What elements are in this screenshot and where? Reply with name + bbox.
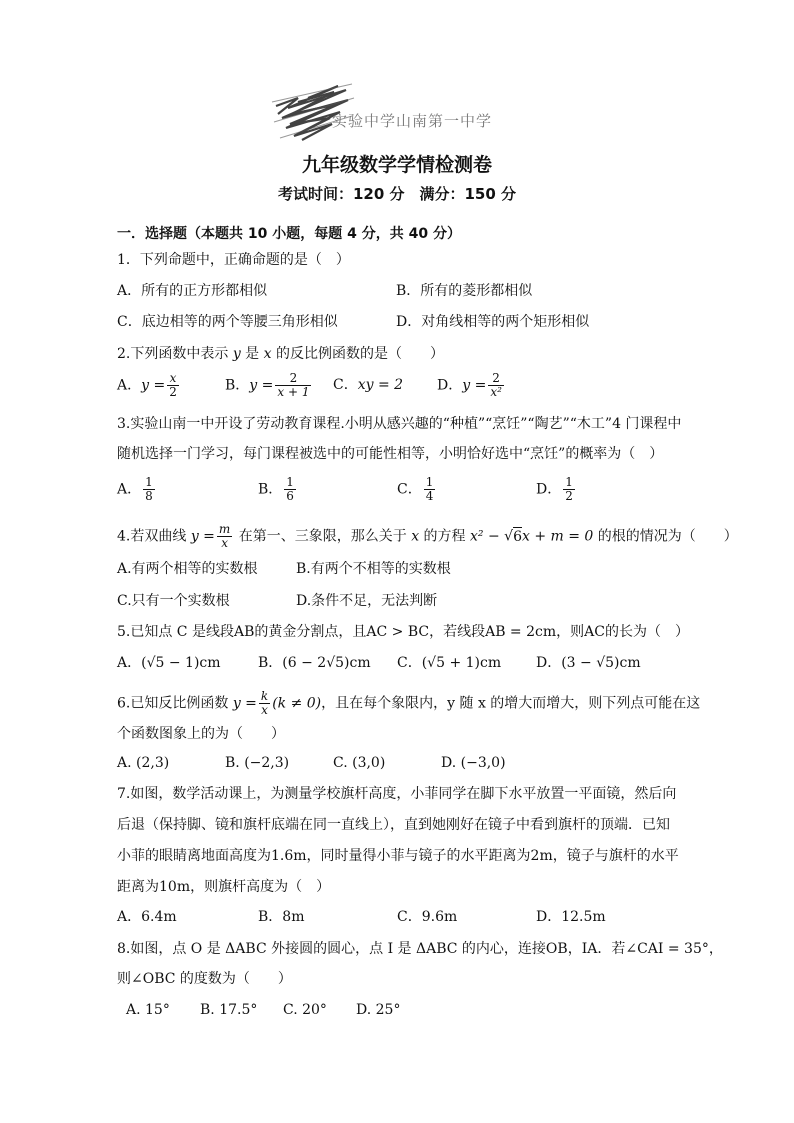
q3-option-b: B． $\frac{1}{6}$ (258, 475, 294, 503)
q7-stem-line2: 后退（保持脚、镜和旗杆底端在同一直线上），直到她刚好在镜子中看到旗杆的顶端．已知 (117, 817, 670, 833)
q2-stem: 2.下列函数中表示 y 是 x 的反比例函数的是（ ） (117, 346, 444, 362)
q6-option-a: A. (2,3) (117, 755, 170, 771)
q5-option-c: C．(√5 + 1)cm (397, 655, 502, 671)
q6-option-c: C. (3,0) (333, 755, 386, 771)
q2-option-d: D．y = $\frac{2}{\text{x²}}$ (437, 371, 502, 399)
q1-option-d: D．对角线相等的两个矩形相似 (396, 314, 590, 330)
q7-option-d: D．12.5m (536, 909, 606, 925)
q7-option-c: C．9.6m (397, 909, 458, 925)
exam-title: 九年级数学学情检测卷 (301, 154, 492, 176)
q6-option-b: B. (−2,3) (225, 755, 290, 771)
q5-option-d: D．(3 − √5)cm (536, 655, 641, 671)
stamp-text: 实验中学山南第一中学 (332, 112, 493, 130)
q8-option-b: B. 17.5° (200, 1002, 258, 1018)
q5-stem: 5.已知点 C 是线段AB的黄金分割点，且AC > BC，若线段AB = 2cm，则AC的长为（ ） (117, 624, 689, 640)
q6-stem: 6.已知反比例函数 y = $\frac{k}{x}$ (k ≠ 0)，且在每个象限内，y 随 x 的增大而增大，则下列点可能在这 (117, 689, 701, 717)
q7-stem-line4: 距离为10m，则旗杆高度为（ ） (117, 879, 331, 895)
q8-stem-line2: 则∠OBC 的度数为（ ） (117, 971, 292, 987)
section-heading: 一．选择题（本题共 10 小题，每题 4 分，共 40 分） (117, 226, 461, 242)
q3-option-a: A． $\frac{1}{8}$ (117, 475, 153, 503)
q1-option-b: B．所有的菱形都相似 (396, 283, 533, 299)
q4-stem: 4.若双曲线 y = $\frac{m}{x}$ 在第一、三象限，那么关于 x 的方程 x² − √6x + m = 0 的根的情况为（ ） (117, 522, 738, 550)
q4-option-d: D.条件不足，无法判断 (296, 593, 438, 609)
q7-stem-line1: 7.如图，数学活动课上，为测量学校旗杆高度，小菲同学在脚下水平放置一平面镜，然后向 (117, 786, 677, 802)
q2-option-b: B．y = $\frac{2}{x + 1}$ (225, 371, 310, 399)
q1-option-c: C．底边相等的两个等腰三角形相似 (117, 314, 338, 330)
q3-option-c: C． $\frac{1}{4}$ (397, 475, 434, 503)
q7-option-b: B．8m (258, 909, 305, 925)
q2-option-c: C．xy = 2 (333, 377, 404, 393)
q7-option-a: A．6.4m (117, 909, 177, 925)
q4-option-b: B.有两个不相等的实数根 (296, 561, 451, 577)
q8-stem-line1: 8.如图，点 O 是 ΔABC 外接圆的圆心，点 I 是 ΔABC 的内心，连接OB，IA．若∠CAI = 35°， (117, 941, 723, 957)
q2-option-a: A．y = $\frac{x}{2}$ (117, 371, 177, 399)
q8-option-c: C. 20° (283, 1002, 327, 1018)
q3-option-d: D． $\frac{1}{2}$ (536, 475, 573, 503)
q5-option-a: A．(√5 − 1)cm (117, 655, 221, 671)
q1-option-a: A．所有的正方形都相似 (117, 283, 268, 299)
q7-stem-line3: 小菲的眼睛离地面高度为1.6m，同时量得小菲与镜子的水平距离为2m，镜子与旗杆的水平 (117, 848, 679, 864)
q6-stem-line2: 个函数图象上的为（ ） (117, 726, 285, 742)
q5-option-b: B．(6 − 2√5)cm (258, 655, 371, 671)
q3-stem-line2: 随机选择一门学习，每门课程被选中的可能性相等，小明恰好选中“烹饪”的概率为（ ） (117, 446, 664, 462)
q4-option-a: A.有两个相等的实数根 (117, 561, 258, 577)
exam-subtitle: 考试时间：120 分 满分：150 分 (277, 185, 517, 203)
q6-option-d: D. (−3,0) (441, 755, 506, 771)
q3-stem-line1: 3.实验山南一中开设了劳动教育课程.小明从感兴趣的“种植”“烹饪”“陶艺”“木工”4 门课程中 (117, 416, 682, 432)
q4-option-c: C.只有一个实数根 (117, 593, 230, 609)
q8-option-a: A. 15° (126, 1002, 170, 1018)
q1-stem: 1．下列命题中，正确命题的是（ ） (117, 252, 350, 268)
q8-option-d: D. 25° (356, 1002, 401, 1018)
